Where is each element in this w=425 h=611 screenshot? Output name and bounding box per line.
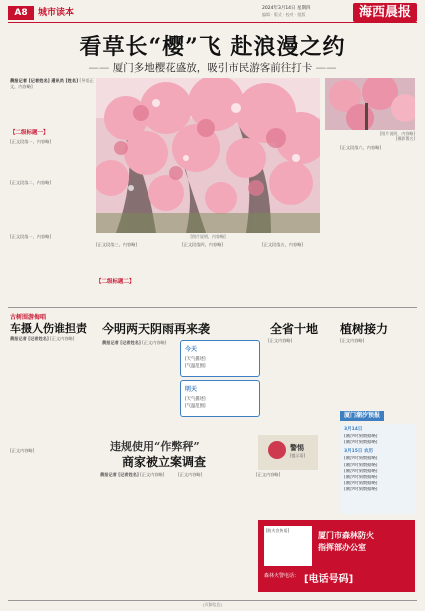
lead-body: [导语正文，内容略] — [10, 78, 94, 89]
tide-row: [潮汐时刻数据略] — [344, 481, 378, 487]
main-headline: 看草长“樱”飞 赴浪漫之约 — [79, 34, 346, 60]
body-para-1-cont: [正文段落一，内容略] — [10, 234, 51, 239]
tide-title: 厦门潮汐预报 — [340, 411, 384, 421]
side-photo-caption: [图片说明，内容略] — [379, 131, 415, 136]
tree-title: 植树接力 — [340, 322, 389, 336]
body-para-6: [正文段落六，内容略] — [340, 145, 381, 150]
tide-row: [潮汐时刻数据略] — [344, 475, 378, 481]
fire-notice — [258, 520, 415, 592]
ten-body: [正文内容略] — [268, 338, 293, 343]
date-line: 2024年3月14日 星期四 — [262, 6, 311, 11]
subhead-1: 【二级标题一】 — [10, 130, 49, 136]
fraud-text: [正文内容略] — [140, 472, 165, 477]
tide-date-1: 3月14日 — [344, 427, 363, 432]
page-number-tag: A8 — [8, 6, 34, 20]
subhead-2: 【二级标题二】 — [96, 279, 180, 286]
weather-title: 今明两天阴雨再来袭 — [102, 322, 211, 336]
weather-today-card — [180, 340, 260, 377]
photo-caption: [图片说明，内容略] — [190, 234, 226, 239]
weather-today-desc: [天气描述] — [185, 357, 206, 362]
body-para-1: [正文段落一，内容略] — [10, 139, 51, 144]
side-photo-credit: [摄影署名] — [395, 136, 415, 141]
footer-rule — [8, 600, 417, 601]
fire-title: 厦门市森林防火 — [318, 531, 374, 540]
fire-hotline-number: [电话号码] — [304, 574, 354, 585]
editor-line: 编辑 · 版式 · 校对 · 组版 — [262, 12, 306, 17]
tide-row: [潮汐时刻数据略] — [344, 468, 378, 474]
fraud-kicker: 违规使用“作弊秤” — [110, 440, 200, 453]
byline: 晨报记者 [记者姓名] 通讯员 [姓名] — [10, 78, 79, 83]
fire-title-2: 指挥部办公室 — [318, 543, 366, 552]
fraud-body-3: [正文内容略] — [256, 472, 281, 477]
weather-tomorrow-desc: [天气描述] — [185, 397, 206, 402]
scam-text: [正文内容略] — [50, 336, 75, 341]
weather-tomorrow-label: 明天 — [185, 386, 198, 393]
weather-text: [正文内容略] — [142, 340, 167, 345]
lead-text — [10, 78, 94, 128]
warning-subtext: [提示语] — [290, 453, 306, 458]
weather-byline: 晨报记者 [记者姓名] — [102, 340, 141, 345]
tide-row: [潮汐时刻数据略] — [344, 487, 378, 493]
scam-body — [10, 336, 94, 446]
scam-byline: 晨报记者 [记者姓名] — [10, 336, 49, 341]
tide-box — [340, 424, 415, 514]
warning-icon — [268, 441, 286, 459]
body-para-2: [正文段落二，内容略] — [10, 180, 51, 185]
weather-today-label: 今天 — [185, 346, 198, 353]
side-photo — [325, 78, 415, 130]
tide-date-2: 3月15日 农历 — [344, 449, 373, 455]
fire-hotline-label: 森林火警电话： — [264, 573, 300, 579]
fraud-byline: 晨报记者 [记者姓名] — [100, 472, 139, 477]
tide-row: [潮汐时刻数据略] — [344, 434, 378, 439]
scam-kicker: 古树围游侮唱 — [10, 314, 47, 321]
warning-text: 警惕 — [290, 444, 304, 452]
fraud-body-2: [正文内容略] — [178, 472, 203, 477]
scam-title: 车摄人伤谁担责 — [10, 322, 87, 335]
tide-row: [潮汐时刻数据略] — [344, 462, 378, 468]
tide-row: [潮汐时刻数据略] — [344, 440, 378, 446]
warning-graphic — [258, 435, 318, 470]
fraud-title: 商家被立案调查 — [122, 455, 207, 469]
main-subtitle: —— 厦门多地樱花盛放，吸引市民游客前往打卡 —— — [0, 60, 425, 75]
weather-body — [102, 340, 176, 440]
scam-body-2: [正文内容略] — [10, 448, 35, 453]
tree-body: [正文内容略] — [340, 338, 365, 343]
body-para-5: [正文段落五，内容略] — [262, 242, 303, 247]
fire-poster: [防火宣传语] — [264, 526, 312, 566]
fraud-body — [100, 472, 176, 600]
ten-title: 全省十地 — [270, 322, 319, 336]
body-para-3: [正文段落三，内容略] — [96, 242, 137, 247]
section-divider — [8, 307, 417, 308]
header-rule — [8, 22, 417, 23]
footer-text: [页脚信息] — [203, 602, 222, 607]
weather-tomorrow-temp: [气温范围] — [185, 404, 206, 409]
tide-row: [潮汐时刻数据略] — [344, 456, 378, 462]
section-title: 城市读本 — [38, 8, 75, 18]
body-para-4: [正文段落四，内容略] — [182, 242, 223, 247]
cherry-blossom-photo — [96, 78, 320, 233]
masthead-logo: 海西晨报 — [353, 3, 417, 22]
weather-tomorrow-card — [180, 380, 260, 417]
weather-today-temp: [气温范围] — [185, 364, 206, 369]
